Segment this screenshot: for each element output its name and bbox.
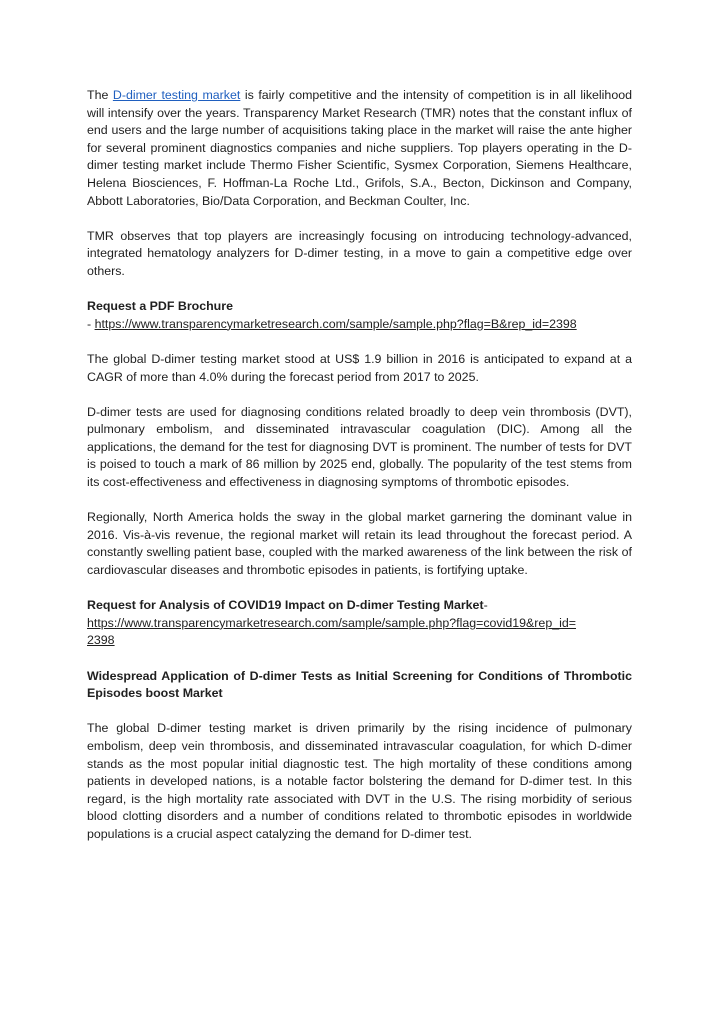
spacer xyxy=(87,210,632,228)
intro-text-rest: is fairly competitive and the intensity of competition is in all likelihood will intensify over the years. Transparency Market Research (TMR) notes that the constant influx of end users and the large number of acquisitions taking place in the market will raise the ante higher for several prominent diagnostics companies and niche suppliers. Top players operating in the D-dimer testing market include Thermo Fisher Scientific, Sysmex Corporation, Siemens Healthcare, Helena Biosciences, F. Hoffman-La Roche Ltd., Grifols, S.A., Becton, Dickinson and Company, Abbott Laboratories, Bio/Data Corporation, and Beckman Coulter, Inc. xyxy=(87,88,632,208)
document-page xyxy=(87,87,632,844)
covid-link-line2[interactable]: 2398 xyxy=(87,633,115,648)
intro-paragraph xyxy=(87,87,632,210)
regional-paragraph: Regionally, North America holds the sway in the global market garnering the dominant value in 2016. Vis-à-vis revenue, the regional market will retain its lead throughout the forecast period. A constantly swelling patient base, coupled with the marked awareness of the link between the risk of cardiovascular diseases and thrombotic episodes in patients, is fortifying uptake. xyxy=(87,510,632,578)
top-players-paragraph: TMR observes that top players are increasingly focusing on introducing technology-advanced, integrated hematology analyzers for D-dimer testing, in a move to gain a competitive edge over others. xyxy=(87,228,632,278)
drivers-paragraph: The global D-dimer testing market is driven primarily by the rising incidence of pulmonary embolism, deep vein thrombosis, and disseminated intravascular coagulation, for which D-dimer stands as the most popular initial diagnostic test. The high mortality of these conditions among patients in developed nations, is a notable factor bolstering the demand for D-dimer test. In this regard, is the high mortality rate associated with DVT in the U.S. The rising morbidity of serious blood clotting disorders and a number of conditions related to thrombotic episodes in worldwide populations is a crucial aspect catalyzing the demand for D-dimer test. xyxy=(87,721,632,841)
covid-heading: Request for Analysis of COVID19 Impact on D-dimer Testing Market xyxy=(87,598,484,613)
section-subheading: Widespread Application of D-dimer Tests as Initial Screening for Conditions of Thrombotic Episodes boost Market xyxy=(87,668,632,701)
spacer xyxy=(87,580,632,598)
covid-link-line1[interactable]: https://www.transparencymarketresearch.com/sample/sample.php?flag=covid19&rep_id= xyxy=(87,615,576,630)
brochure-link[interactable]: https://www.transparencymarketresearch.com/sample/sample.php?flag=B&rep_id=2398 xyxy=(94,316,577,331)
spacer xyxy=(87,281,632,299)
covid-request-line xyxy=(87,597,632,615)
brochure-heading: Request a PDF Brochure xyxy=(87,299,233,314)
applications-paragraph: D-dimer tests are used for diagnosing conditions related broadly to deep vein thrombosis (DVT), pulmonary embolism, and disseminated intravascular coagulation (DIC). Among all the applications, the demand for the test for diagnosing DVT is prominent. The number of tests for DVT is poised to touch a mark of 86 million by 2025 end, globally. The popularity of the test stems from its cost-effectiveness and effectiveness in diagnosing symptoms of thrombotic episodes. xyxy=(87,404,632,490)
intro-text-start: The xyxy=(87,88,113,102)
spacer xyxy=(87,703,632,721)
spacer xyxy=(87,650,632,668)
brochure-line xyxy=(87,316,632,334)
covid-dash: - xyxy=(483,598,488,613)
covid-link-block[interactable] xyxy=(87,615,632,650)
d-dimer-market-link[interactable]: D-dimer testing market xyxy=(112,88,241,102)
brochure-dash: - xyxy=(87,316,95,331)
spacer xyxy=(87,492,632,510)
market-size-paragraph: The global D-dimer testing market stood at US$ 1.9 billion in 2016 is anticipated to expand at a CAGR of more than 4.0% during the forecast period from 2017 to 2025. xyxy=(87,351,632,384)
spacer xyxy=(87,386,632,404)
spacer xyxy=(87,333,632,351)
